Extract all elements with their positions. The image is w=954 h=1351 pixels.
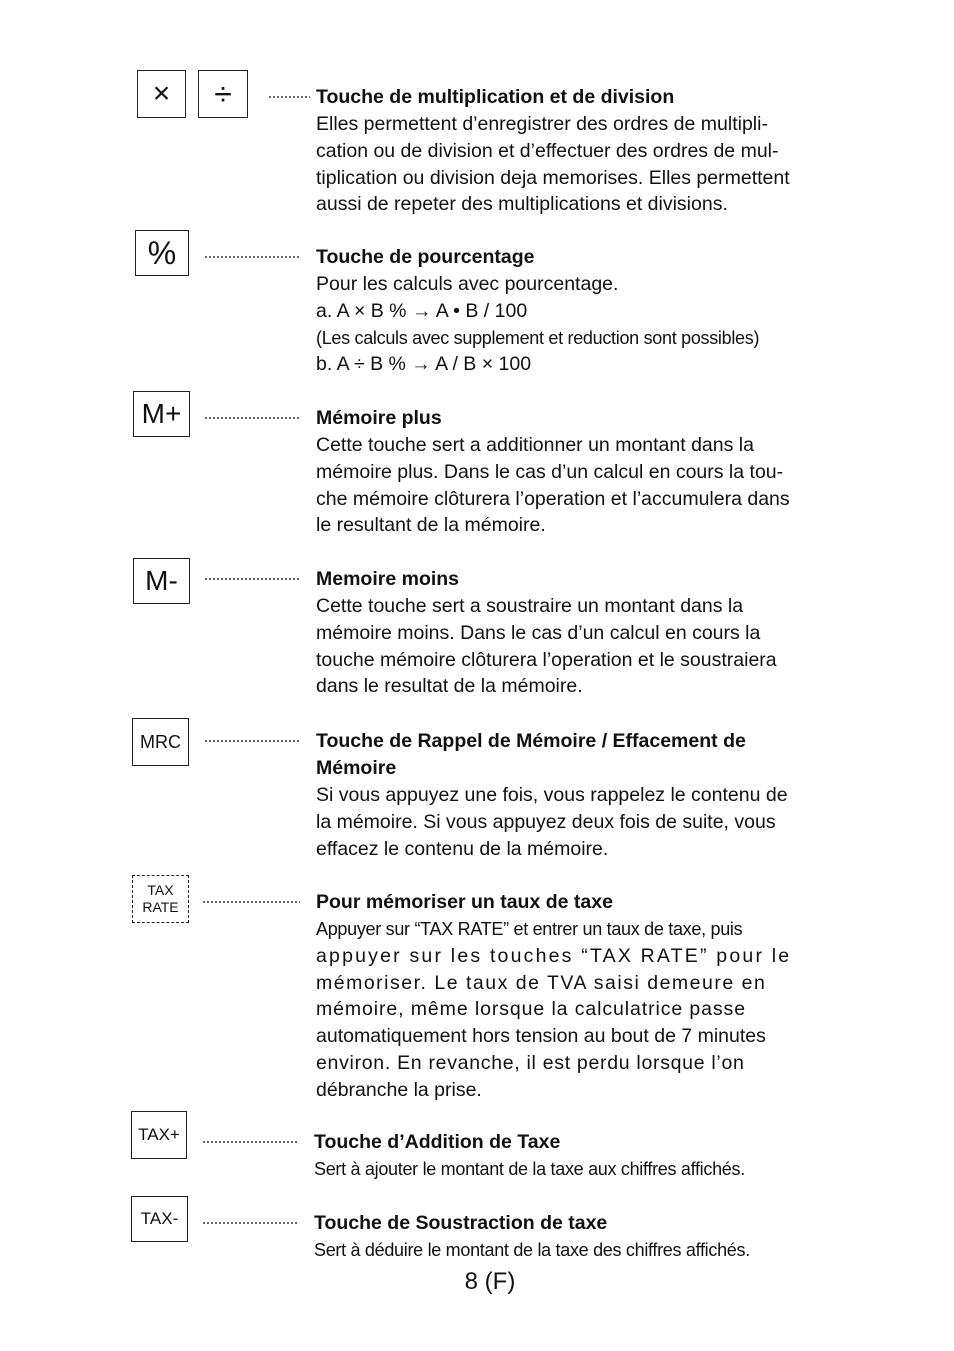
- entry-description: Appuyer sur “TAX RATE” et entrer un taux de taxe, puis appuyer sur les touches “TAX RATE” pour le mémoriser. Le taux de TVA saisi demeure en mémoire, même lorsque la calculatrice passe automatiquement hors tension au bout de 7 minutes environ. En revanche, il est perdu lorsque l’on débranche la prise.: [316, 919, 792, 1101]
- leader-dots: [268, 96, 310, 98]
- entry-text: [316, 728, 836, 862]
- entry-text: [314, 1129, 834, 1183]
- leader-dots: [204, 578, 300, 580]
- entry-text: [316, 405, 836, 539]
- memory-recall-key-icon: MRC: [132, 718, 189, 766]
- entry-text: [316, 889, 836, 1104]
- entry-title: Touche de Soustraction de taxe: [314, 1212, 608, 1234]
- entry-title: Pour mémoriser un taux de taxe: [316, 891, 613, 913]
- entry-text: [316, 244, 836, 378]
- entry-title: Memoire moins: [316, 568, 460, 590]
- entry-description: Pour les calculs avec pourcentage. a. A × B % → A • B / 100 (Les calculs avec supplement et reduction sont possibles) b. A ÷ B % → A / B × 100: [316, 273, 760, 376]
- memory-minus-key-icon: M-: [133, 558, 190, 604]
- entry-description: Sert à déduire le montant de la taxe des chiffres affichés.: [314, 1240, 750, 1260]
- entry-title: Touche de Rappel de Mémoire / Effacement de Mémoire: [316, 730, 746, 779]
- entry-description: Cette touche sert a soustraire un montant dans la mémoire moins. Dans le cas d’un calcul en cours la touche mémoire clôturera l’operation et le soustraiera dans le resultat de la mémoire.: [316, 595, 777, 698]
- leader-dots: [204, 740, 300, 742]
- leader-dots: [204, 256, 300, 258]
- entry-description: Elles permettent d’enregistrer des ordres de multipli- cation ou de division et d’effectuer des ordres de mul- tiplication ou division deja memorises. Elles permettent aussi de repeter des multiplications et divisions.: [316, 113, 790, 216]
- entry-description: Sert à ajouter le montant de la taxe aux chiffres affichés.: [314, 1159, 745, 1179]
- tax-rate-key-icon: TAX RATE: [132, 875, 189, 923]
- page-number: 8 (F): [464, 1268, 516, 1295]
- entry-description: Cette touche sert a additionner un montant dans la mémoire plus. Dans le cas d’un calcul en cours la tou- che mémoire clôturera l’operation et l’accumulera dans le resultant de la mémoire.: [316, 434, 790, 537]
- tax-plus-key-icon: TAX+: [131, 1111, 187, 1159]
- entry-title: Touche d’Addition de Taxe: [314, 1131, 561, 1153]
- entry-title: Mémoire plus: [316, 407, 442, 429]
- entry-title: Touche de multiplication et de division: [316, 86, 675, 108]
- tax-minus-key-icon: TAX-: [131, 1196, 188, 1242]
- leader-dots: [202, 1141, 298, 1143]
- entry-title: Touche de pourcentage: [316, 246, 535, 268]
- entry-text: [316, 84, 836, 218]
- divide-key-icon: ÷: [198, 70, 248, 118]
- percent-key-icon: %: [135, 230, 189, 276]
- memory-plus-key-icon: M+: [133, 391, 190, 437]
- entry-description: Si vous appuyez une fois, vous rappelez le contenu de la mémoire. Si vous appuyez deux fois de suite, vous effacez le contenu de la mémoire.: [316, 784, 788, 860]
- leader-dots: [204, 417, 300, 419]
- multiply-key-icon: ×: [137, 70, 186, 118]
- entry-text: [314, 1210, 834, 1264]
- entry-text: [316, 566, 836, 700]
- leader-dots: [202, 1222, 298, 1224]
- leader-dots: [202, 901, 300, 903]
